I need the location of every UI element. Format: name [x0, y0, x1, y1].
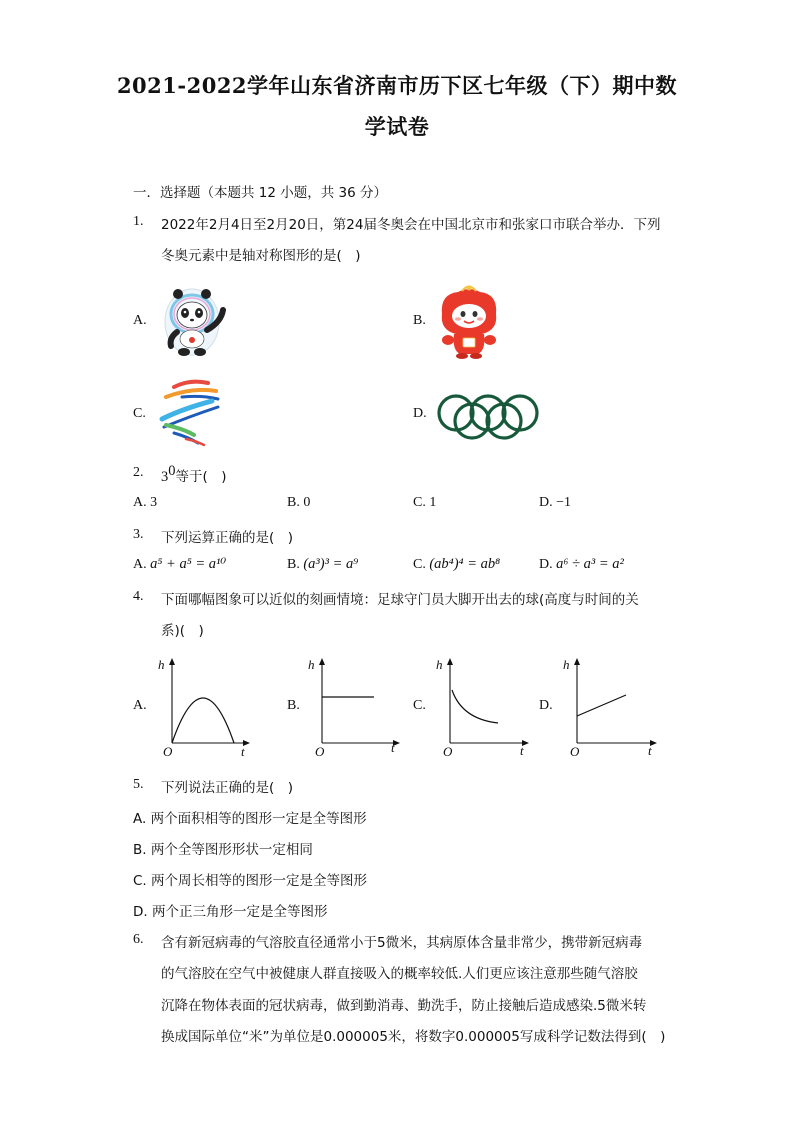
- q1-number: 1.: [133, 214, 144, 229]
- q4-option-b-label: B.: [287, 698, 300, 713]
- q4-stem-line2: 系)( ): [161, 623, 204, 639]
- q5-option-c: C. 两个周长相等的图形一定是全等图形: [133, 873, 368, 889]
- q4-graph-a: [155, 653, 255, 759]
- q1-stem-line1: 2022年2月4日至2月20日，第24届冬奥会在中国北京市和张家口市联合举办．下列: [161, 217, 661, 233]
- origin-label: O: [163, 744, 173, 759]
- axis-t-label: t: [391, 740, 395, 755]
- bing-dwen-dwen-mascot-image: [155, 282, 235, 360]
- q5-number: 5.: [133, 777, 144, 792]
- q6-stem-line2: 的气溶胶在空气中被健康人群直接吸入的概率较低.人们更应该注意那些随气溶胶: [161, 966, 638, 982]
- q1-option-c-label: C.: [133, 406, 146, 421]
- axis-t-label: t: [520, 743, 524, 758]
- q2-option-b: B. 0: [287, 495, 311, 510]
- q1-stem-line2: 冬奥元素中是轴对称图形的是( ): [161, 248, 361, 264]
- q3-number: 3.: [133, 527, 144, 542]
- origin-label: O: [443, 744, 453, 759]
- exam-title-line1: 2021-2022学年山东省济南市历下区七年级（下）期中数: [116, 73, 678, 98]
- q6-stem-line1: 含有新冠病毒的气溶胶直径通常小于5微米，其病原体含量非常少，携带新冠病毒: [161, 935, 643, 951]
- q3-stem: 下列运算正确的是( ): [161, 530, 294, 546]
- q1-option-b-label: B.: [413, 313, 426, 328]
- q3-option-c: C. (ab⁴)⁴ = ab⁸: [413, 556, 501, 572]
- shuey-rhon-rhon-mascot-image: [432, 284, 506, 360]
- q2-stem: $3^0$等于( ): [161, 463, 227, 485]
- q2-option-d: D. −1: [539, 495, 572, 510]
- q4-option-c-label: C.: [413, 698, 426, 713]
- q4-graph-c: [432, 653, 536, 759]
- q1-option-d-label: D.: [413, 406, 427, 421]
- q2-option-c: C. 1: [413, 495, 437, 510]
- q2-option-a: A. 3: [133, 495, 158, 510]
- axis-h-label: h: [563, 657, 570, 672]
- q5-option-a: A. 两个面积相等的图形一定是全等图形: [133, 811, 367, 827]
- q5-option-d: D. 两个正三角形一定是全等图形: [133, 904, 328, 920]
- q4-option-d-label: D.: [539, 698, 553, 713]
- q4-stem-line1: 下面哪幅图象可以近似的刻画情境：足球守门员大脚开出去的球(高度与时间的关: [161, 592, 639, 608]
- q6-number: 6.: [133, 932, 144, 947]
- axis-t-label: t: [241, 744, 245, 759]
- q3-option-a: A. a⁵ + a⁵ = a¹⁰: [133, 556, 227, 572]
- axis-h-label: h: [308, 657, 315, 672]
- beijing-2022-emblem-image: [152, 377, 228, 447]
- origin-label: O: [315, 744, 325, 759]
- q4-graph-d: [560, 653, 664, 759]
- q4-number: 4.: [133, 589, 144, 604]
- axis-h-label: h: [158, 657, 165, 672]
- q3-option-d: D. a⁶ ÷ a³ = a²: [539, 556, 624, 572]
- q5-option-b: B. 两个全等图形形状一定相同: [133, 842, 313, 858]
- q6-stem-line4: 换成国际单位“米”为单位是0.000005米，将数字0.000005写成科学记数法得到( ): [161, 1029, 666, 1045]
- section-heading: 一．选择题（本题共 12 小题，共 36 分）: [133, 185, 388, 201]
- q4-option-a-label: A.: [133, 698, 147, 713]
- q4-graph-b: [305, 653, 405, 759]
- axis-h-label: h: [436, 657, 443, 672]
- q2-number: 2.: [133, 465, 144, 480]
- q1-option-a-label: A.: [133, 313, 147, 328]
- origin-label: O: [570, 744, 580, 759]
- exam-title-line2: 学试卷: [364, 114, 430, 139]
- olympic-rings-image: [436, 388, 540, 440]
- q3-option-b: B. (a³)³ = a⁹: [287, 556, 359, 572]
- q5-stem: 下列说法正确的是( ): [161, 780, 294, 796]
- q6-stem-line3: 沉降在物体表面的冠状病毒，做到勤消毒、勤洗手，防止接触后造成感染.5微米转: [161, 998, 647, 1014]
- axis-t-label: t: [648, 743, 652, 758]
